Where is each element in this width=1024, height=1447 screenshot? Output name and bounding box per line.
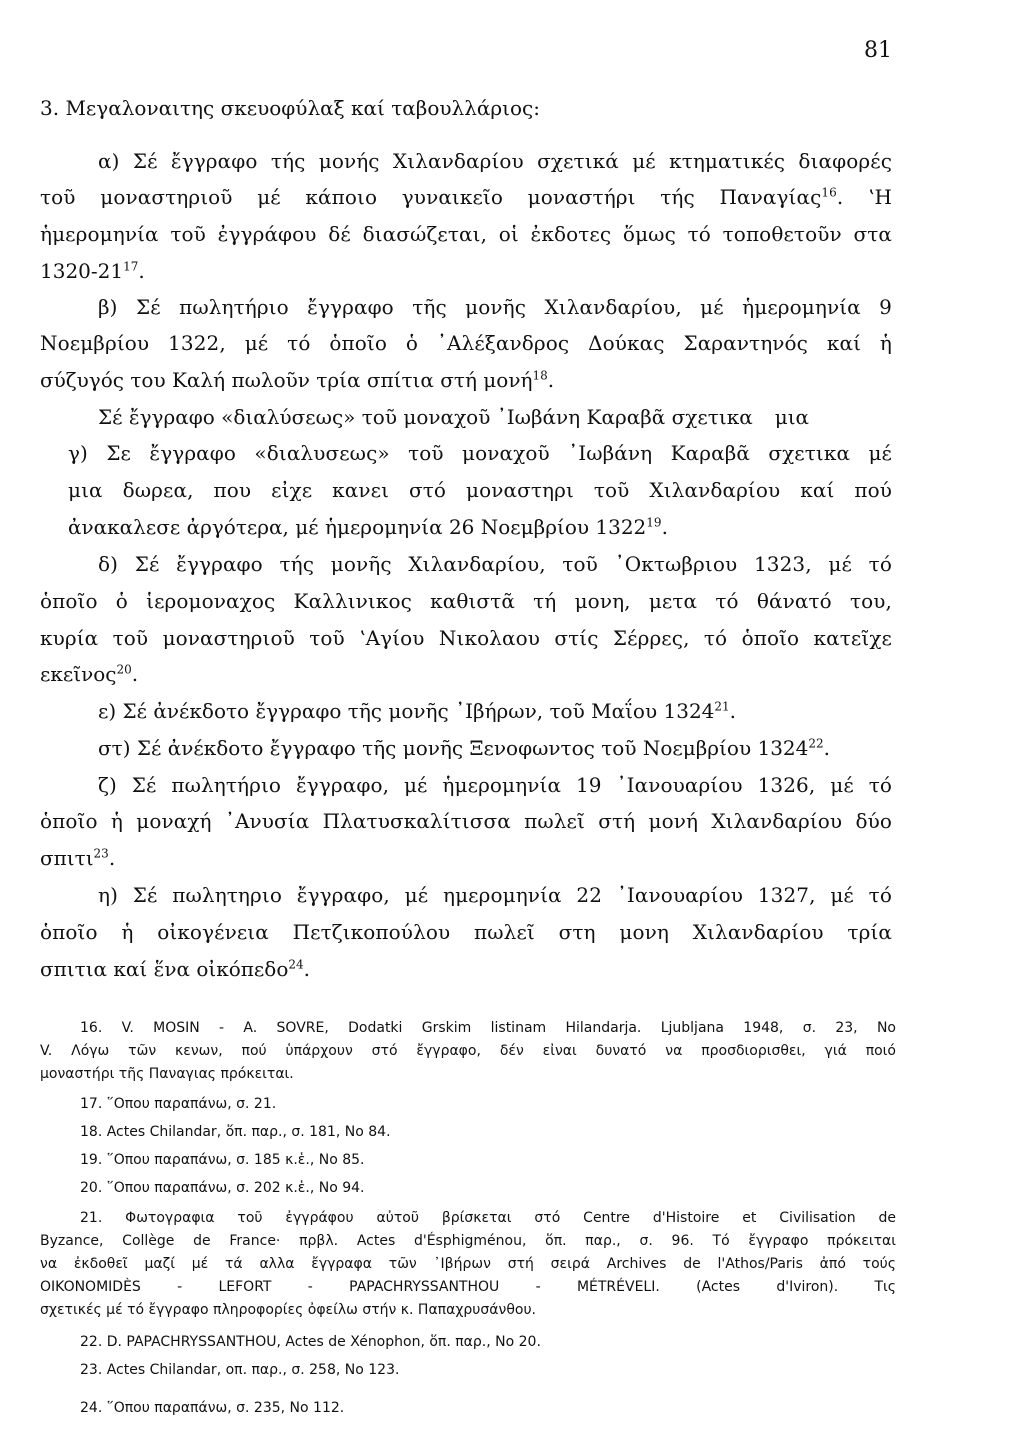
- paragraph-b-line-2: Νοεμβρίου 1322, μέ τό ὁποῖο ὁ ᾽Αλέξανδρος Δούκας Σαραντηνός καί ἡ: [40, 331, 892, 355]
- footnote-ref-17: 17: [123, 259, 139, 274]
- footnote-ref-20: 20: [116, 662, 132, 677]
- paragraph-d-line-2: ὁποῖο ὁ ἱερομοναχος Καλλινικος καθιστᾶ τή μονη, μετα τό θάνατό του,: [40, 589, 892, 613]
- paragraph-z-line-2: ὁποῖο ἡ μοναχή ᾽Ανυσία Πλατυσκαλίτισσα πωλεῖ στή μονή Χιλανδαρίου δύο: [40, 809, 892, 833]
- paragraph-z-line-1: ζ) Σέ πωλητήριο ἔγγραφο, μέ ἡμερομηνία 19 ᾽Ιανουαρίου 1326, μέ τό: [98, 773, 892, 797]
- footnote-21-line-2: Byzance, Collège de France· πρβλ. Actes d'Ésphigménou, ὅπ. παρ., σ. 96. Τό ἔγγραφο πρόκειται: [40, 1233, 896, 1249]
- paragraph-e: ε) Σέ ἀνέκδοτο ἔγγραφο τῆς μονῆς ᾽Ιβήρων, τοῦ Μαΐου 1324$^{21}$.: [98, 699, 737, 723]
- footnote-17: 17. ῞Οπου παραπάνω, σ. 21.: [80, 1096, 277, 1112]
- paragraph-a-line-3: ἡμερομηνία τοῦ ἐγγράφου δέ διασώζεται, οἱ ἐκδοτες ὅμως τό τοποθετοῦν στα: [40, 222, 892, 246]
- footnote-ref-18: 18: [532, 368, 548, 383]
- paragraph-a-line-4: $1320-21^{17}$.: [40, 259, 145, 283]
- paragraph-g-line-3: ἀνακαλεσε ἀργότερα, μέ ἡμερομηνία 26 Νοεμβρίου 1322$^{19}$.: [68, 515, 668, 539]
- paragraph-b-line-1: β) Σέ πωλητήριο ἔγγραφο τῆς μονῆς Χιλανδαρίου, μέ ἡμερομηνία 9: [98, 295, 892, 319]
- section-heading: 3. Μεγαλοναιτης σκευοφύλαξ καί ταβουλλάριος:: [40, 96, 540, 120]
- paragraph-h-line-2: ὁποῖο ἡ οἰκογένεια Πετζικοπούλου πωλεῖ στη μονη Χιλανδαρίου τρία: [40, 920, 892, 944]
- paragraph-g-line-1: γ) Σε ἔγγραφο «διαλυσεως» τοῦ μοναχοῦ ᾽Ιωβάνη Καραβᾶ σχετικα μέ: [68, 441, 892, 465]
- paragraph-h-line-3: σπιτια καί ἕνα οἰκόπεδο$^{24}$.: [40, 957, 311, 981]
- paragraph-z-line-3: σπιτι$^{23}$.: [40, 846, 116, 870]
- footnote-21-line-3: να ἐκδοθεῖ μαζί μέ τά αλλα ἔγγραφα τῶν ᾽Ιβήρων στή σειρά Archives de l'Athos/Paris ἀπό τούς: [40, 1256, 896, 1272]
- footnote-24: 24. ῞Οπου παραπάνω, σ. 235, No 112.: [80, 1400, 345, 1416]
- paragraph-g-fragment: Σέ ἔγγραφο «διαλύσεως» τοῦ μοναχοῦ ᾽Ιωβάνη Καραβᾶ σχετικα μια: [98, 405, 810, 429]
- paragraph-a-line-1: α) Σέ ἔγγραφο τής μονής Χιλανδαρίου σχετικά μέ κτηματικές διαφορές: [98, 149, 892, 173]
- paragraph-d-line-4: εκεῖνος$^{20}$.: [40, 662, 139, 686]
- footnote-ref-24: 24: [288, 957, 304, 972]
- footnote-22: 22. D. PAPACHRYSSANTHOU, Actes de Xénophon, ὅπ. παρ., No 20.: [80, 1334, 541, 1350]
- footnote-21-line-1: 21. Φωτογραφια τοῦ ἐγγράφου αὐτοῦ βρίσκεται στό Centre d'Histoire et Civilisation de: [80, 1210, 896, 1226]
- footnote-19: 19. ῞Οπου παραπάνω, σ. 185 κ.ἑ., No 85.: [80, 1152, 365, 1168]
- footnote-20: 20. ῞Οπου παραπάνω, σ. 202 κ.ἑ., No 94.: [80, 1180, 365, 1196]
- footnote-16-line-1: 16. V. MOSIN - A. SOVRE, Dodatki Grskim listinam Hilandarja. Ljubljana 1948, σ. 23, No: [80, 1020, 896, 1036]
- paragraph-b-line-3: σύζυγός του Καλή πωλοῦν τρία σπίτια στή μονή$^{18}$.: [40, 368, 555, 392]
- footnote-21-line-5: σχετικές μέ τό ἔγγραφο πληροφορίες ὀφείλω στήν κ. Παπαχρυσάνθου.: [40, 1302, 537, 1318]
- paragraph-g-line-2: μια δωρεα, που εἰχε κανει στό μοναστηρι τοῦ Χιλανδαρίου καί πού: [68, 478, 892, 502]
- paragraph-h-line-1: η) Σέ πωλητηριο ἔγγραφο, μέ ημερομηνία 22 ᾽Ιανουαρίου 1327, μέ τό: [98, 883, 892, 907]
- footnote-21-line-4: OIKONOMIDÈS - LEFORT - PAPACHRYSSANTHOU - MÉTRÉVELI. (Actes d'Iviron). Τις: [40, 1279, 896, 1295]
- page-number: 81: [864, 38, 892, 63]
- footnote-18: 18. Actes Chilandar, ὅπ. παρ., σ. 181, No 84.: [80, 1124, 391, 1140]
- footnote-16-line-2: V. Λόγω τῶν κενων, πού ὑπάρχουν στό ἔγγραφο, δέν εἰναι δυνατό να προσδιορισθει, γιά ποιό: [40, 1043, 896, 1059]
- footnote-ref-22: 22: [808, 736, 824, 751]
- paragraph-d-line-1: δ) Σέ ἔγγραφο τής μονῆς Χιλανδαρίου, τοῦ ᾽Οκτωβριου 1323, μέ τό: [98, 552, 892, 576]
- footnote-16-line-3: μοναστήρι τῆς Παναγιας πρόκειται.: [40, 1066, 294, 1082]
- paragraph-st: στ) Σέ ἀνέκδοτο ἔγγραφο τῆς μονῆς Ξενοφωντος τοῦ Νοεμβρίου 1324$^{22}$.: [98, 736, 831, 760]
- footnote-ref-16: 16: [821, 185, 837, 200]
- footnotes: [40, 0, 902, 1447]
- footnote-ref-21: 21: [714, 699, 730, 714]
- paragraph-a-line-2: τοῦ μοναστηριοῦ μέ κάποιο γυναικεῖο μοναστήρι τής Παναγίας$^{16}$. ʽΗ: [40, 185, 892, 209]
- footnote-23: 23. Actes Chilandar, οπ. παρ., σ. 258, No 123.: [80, 1362, 400, 1378]
- footnote-ref-23: 23: [93, 846, 109, 861]
- footnote-ref-19: 19: [646, 515, 662, 530]
- paragraph-d-line-3: κυρία τοῦ μοναστηριοῦ τοῦ ʽΑγίου Νικολαου στίς Σέρρες, τό ὁποῖο κατεῖχε: [40, 626, 892, 650]
